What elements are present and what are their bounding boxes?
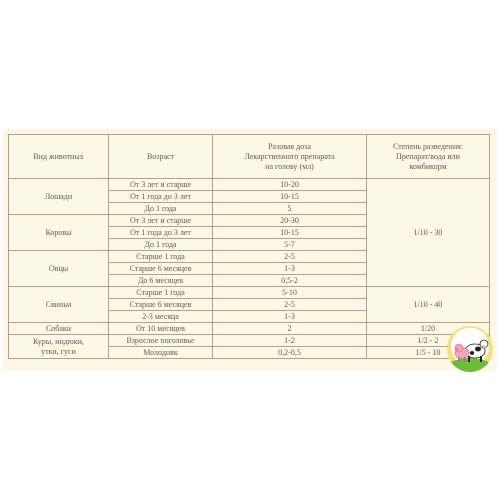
table-row: [9, 335, 490, 347]
dose-cell: 1-3: [213, 263, 367, 275]
dilution-cell-dogs: 1/20: [367, 323, 490, 335]
animal-cell-poultry-line: утки, гуси: [41, 346, 76, 356]
dose-cell: 2-5: [213, 251, 367, 263]
header-dose-line: Лекарственного препарата: [244, 151, 335, 161]
animal-cell-sheep: Овцы: [9, 251, 109, 287]
dilution-cell-poultry-young: 1/5 - 10: [367, 347, 490, 359]
table-row: [9, 287, 490, 299]
age-cell: От 3 лет и старше: [109, 215, 213, 227]
dose-cell: 5: [213, 203, 367, 215]
animal-cell-poultry-line: Куры, индюки,: [33, 336, 84, 346]
header-dilution-line: комбикорм: [409, 161, 447, 171]
table-header-row: [9, 135, 490, 179]
age-cell: От 1 года до 3 лет: [109, 227, 213, 239]
farm-animals-logo-icon: [447, 326, 493, 372]
age-cell: Старше 6 месяцев: [109, 263, 213, 275]
farm-animals-logo-svg: [447, 326, 493, 372]
age-cell: До 1 года: [109, 203, 213, 215]
dose-cell: 0,2-0,5: [213, 347, 367, 359]
dilution-cell-poultry-adult: 1/2 - 2: [367, 335, 490, 347]
dose-cell: 2-5: [213, 299, 367, 311]
age-cell: Старше 1 года: [109, 251, 213, 263]
header-dose-line: на голову (мл): [265, 161, 314, 171]
animal-cell-poultry: [9, 335, 109, 359]
dose-cell: 20-30: [213, 215, 367, 227]
dilution-cell-pigs: 1/10 - 40: [367, 287, 490, 323]
age-cell: 2-3 месяца: [109, 311, 213, 323]
animal-cell-dogs: Собаки: [9, 323, 109, 335]
age-cell: Старше 6 месяцев: [109, 299, 213, 311]
header-dilution-line: Степень разведения:: [392, 141, 463, 151]
age-cell: До 1 года: [109, 239, 213, 251]
header-dose: [213, 135, 367, 179]
age-cell: От 10 месяцев: [109, 323, 213, 335]
dose-cell: 5-7: [213, 239, 367, 251]
age-cell: Взрослое поголовье: [109, 335, 213, 347]
header-dilution: [367, 135, 490, 179]
age-cell: От 1 года до 3 лет: [109, 191, 213, 203]
age-cell: Молодняк: [109, 347, 213, 359]
header-age: Возраст: [109, 135, 213, 179]
animal-cell-horses: Лошади: [9, 179, 109, 215]
dose-cell: 10-20: [213, 179, 367, 191]
table-row: [9, 323, 490, 335]
header-dilution-line: Препарат/вода или: [396, 151, 460, 161]
header-dose-line: Разовая доза: [268, 141, 311, 151]
dose-cell: 2: [213, 323, 367, 335]
age-cell: От 3 лет и старше: [109, 179, 213, 191]
header-animal-type: Вид животных: [9, 135, 109, 179]
dose-cell: 10-15: [213, 227, 367, 239]
dilution-cell-large-animals: 1/10 - 30: [367, 179, 490, 287]
age-cell: До 6 месяцев: [109, 275, 213, 287]
animal-cell-cows: Коровы: [9, 215, 109, 251]
dose-cell: 1-2: [213, 335, 367, 347]
table-row: [9, 179, 490, 191]
dosage-table: [8, 134, 490, 359]
dose-cell: 10-15: [213, 191, 367, 203]
dose-cell: 0,5-2: [213, 275, 367, 287]
dose-cell: 5-10: [213, 287, 367, 299]
dose-cell: 1-3: [213, 311, 367, 323]
animal-cell-pigs: Свиньи: [9, 287, 109, 323]
age-cell: Старше 1 года: [109, 287, 213, 299]
